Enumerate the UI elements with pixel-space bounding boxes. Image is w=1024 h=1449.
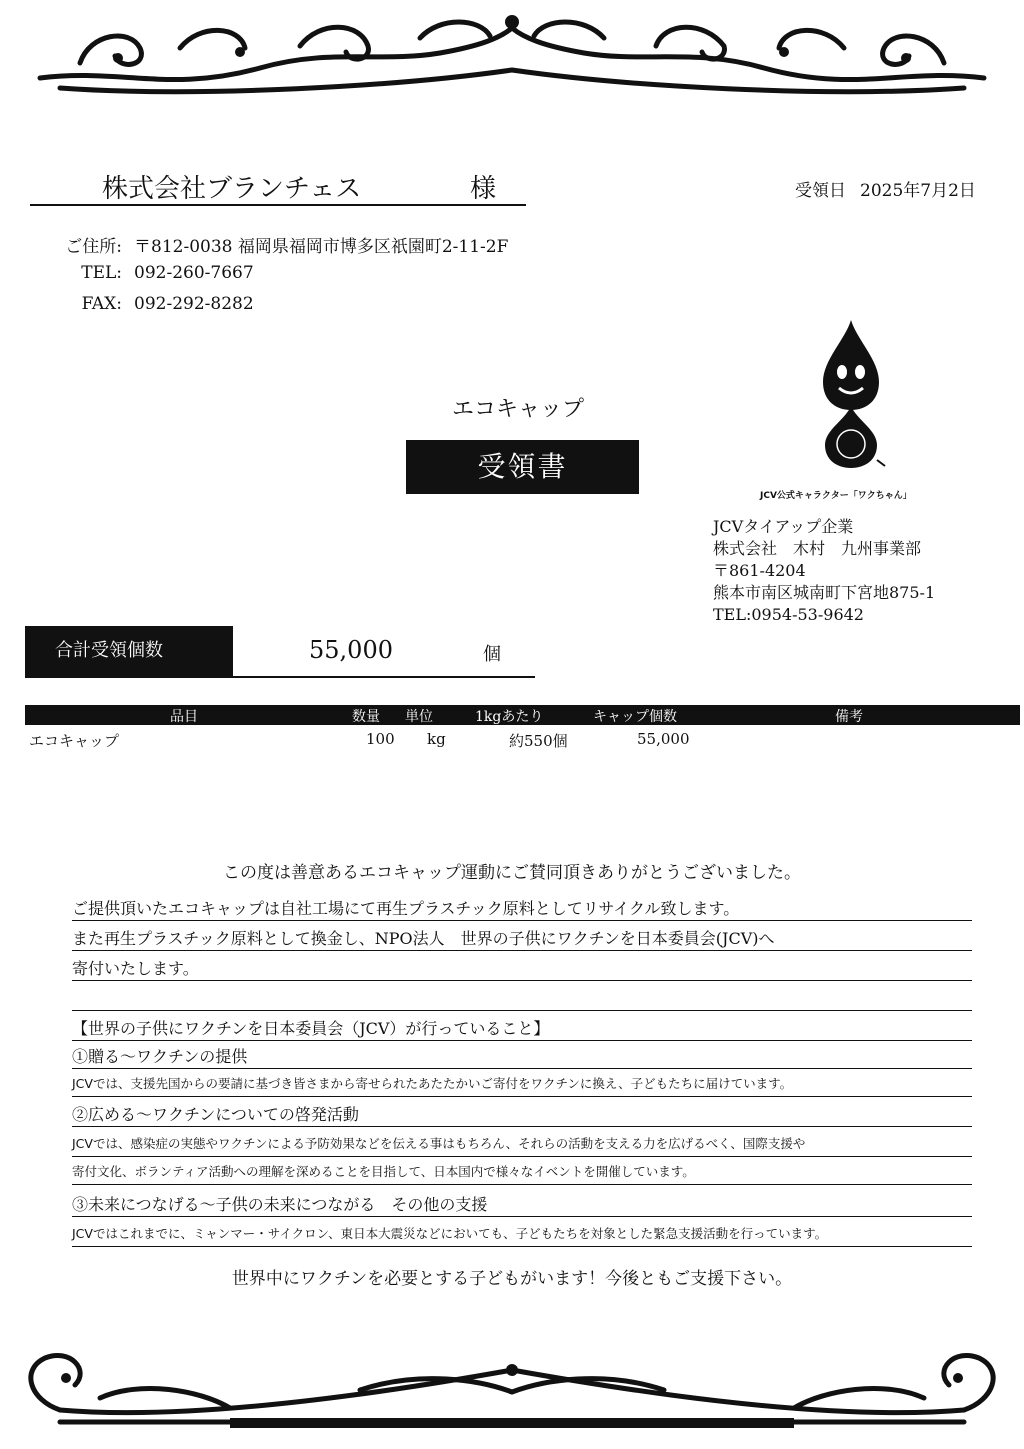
product-heading: エコキャップ [452,397,585,422]
cell-qty: 100 [366,730,395,748]
jcv-item-text: JCVでは、支援先国からの要請に基づき皆さまから寄せられたあたたかいご寄付をワクチンに換え、子どもたちに届けています。 [72,1074,972,1097]
fax-row [34,294,254,314]
total-box [25,626,535,678]
address-label: ご住所: [65,237,122,257]
jcv-item-text: JCVではこれまでに、ミャンマー・サイクロン、東日本大震災などにおいても、子どもたちを対象とした緊急支援活動を行っています。 [72,1224,972,1247]
mascot-droplet-icon [815,320,887,470]
tel-value: 092-260-7667 [134,263,254,283]
total-label: 合計受領個数 [25,626,233,676]
cell-per-kg: 約550個 [509,732,568,750]
top-ornament-icon [0,8,1024,103]
cell-item: エコキャップ [29,732,120,750]
thanks-message: この度は善意あるエコキャップ運動にご賛同頂きありがとうございました。 [223,863,801,883]
company-line: 株式会社 木村 九州事業部 [713,539,922,558]
header-caps: キャップ個数 [593,709,677,725]
message-line: 寄付いたします。 [72,956,972,981]
jcv-item-title: ③未来につなげる～子供の未来につながる その他の支援 [72,1192,972,1217]
message-line: ご提供頂いたエコキャップは自社工場にて再生プラスチック原料としてリサイクル致します。 [72,896,972,921]
company-line: JCVタイアップ企業 [713,517,854,536]
tel-row [34,263,254,283]
tel-label: TEL: [81,263,122,283]
issuer-company [713,516,935,626]
jcv-item-title: ②広める～ワクチンについての啓発活動 [72,1102,972,1127]
header-item: 品目 [170,709,198,725]
company-line: 〒861-4204 [713,561,806,580]
company-line: TEL:0954-53-9642 [713,605,864,624]
header-qty: 数量 [352,709,380,725]
fax-label: FAX: [81,294,122,314]
total-unit: 個 [483,644,501,665]
address-row [34,232,508,257]
customer-name-line [30,164,526,206]
closing-message: 世界中にワクチンを必要とする子どもがいます！今後ともご支援下さい。 [231,1269,793,1289]
jcv-heading: 【世界の子供にワクチンを日本委員会（JCV）が行っていること】 [72,1016,972,1041]
customer-name: 株式会社ブランチェス [102,174,362,204]
cell-unit: kg [427,730,446,748]
mascot-caption: JCV公式キャラクター「ワクちゃん」 [760,491,912,501]
jcv-item-text: JCVでは、感染症の実態やワクチンによる予防効果などを伝える事はもちろん、それらの活動を支える力を広げるべく、国際支援や [72,1134,972,1157]
customer-honorific: 様 [470,174,497,204]
company-line: 熊本市南区城南町下宮地875-1 [713,583,936,602]
table-row [25,730,1020,752]
header-notes: 備考 [835,709,863,725]
message-line: また再生プラスチック原料として換金し、NPO法人 世界の子供にワクチンを日本委員会(JCV)へ [72,926,972,951]
jcv-item-title: ①贈る～ワクチンの提供 [72,1044,972,1069]
bottom-ornament-icon [0,1330,1024,1440]
address-value: 〒812-0038 福岡県福岡市博多区祇園町2-11-2F [134,237,509,257]
table-header [25,705,1020,725]
jcv-item-text: 寄付文化、ボランティア活動への理解を深めることを目指して、日本国内で様々なイベントを開催しています。 [72,1162,972,1185]
document-title: 受領書 [406,440,639,494]
message-line [72,986,972,1011]
received-label: 受領日 [795,181,846,201]
received-date [795,176,976,201]
received-date-value: 2025年7月2日 [860,181,976,201]
total-value: 55,000 [309,636,393,664]
header-per-kg: 1kgあたり [475,709,544,725]
cell-caps: 55,000 [637,730,690,748]
header-unit: 単位 [405,709,433,725]
fax-value: 092-292-8282 [134,294,254,314]
